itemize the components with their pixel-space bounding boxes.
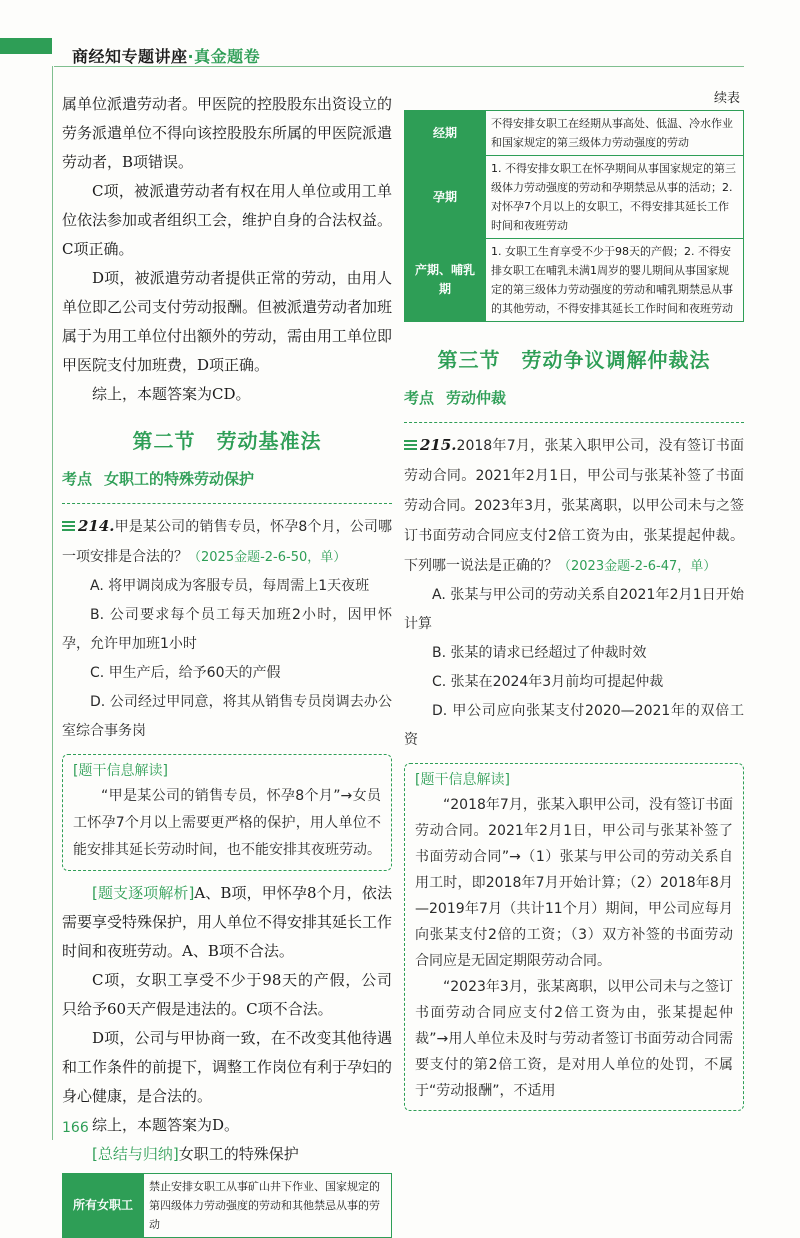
stem-interpretation-box — [62, 754, 392, 871]
protection-table-part2 — [404, 110, 744, 322]
box-title: [题干信息解读] — [415, 772, 510, 788]
header-title — [72, 44, 260, 67]
table-row-head: 经期 — [405, 111, 486, 156]
table-row-body: 1. 不得安排女职工在怀孕期间从事国家规定的第三级体力劳动强度的劳动和孕期禁忌从事的活动；2. 对怀孕7个月以上的女职工，不得安排其延长工作时间和夜班劳动 — [486, 156, 744, 239]
summary-line — [62, 1140, 392, 1169]
table-row-head: 孕期 — [405, 156, 486, 239]
box-paragraph-1: “2018年7月，张某入职甲公司，没有签订书面劳动合同。2021年2月1日，甲公司与张某补签了书面劳动合同”→（1）张某与甲公司的劳动关系自用工时，即2018年7月开始计算；（2）2018年8月—2019年7月（共计11个月）期间，甲公司应每月向张某支付2倍的工资；（3）双方补签的书面劳动合同应是无固定期限劳动合同。 — [415, 797, 733, 969]
header-color-strip — [0, 38, 52, 54]
question-214 — [62, 512, 392, 572]
answer-paragraph-b: 属单位派遣劳动者。甲医院的控股股东出资设立的劳务派遣单位不得向该控股股东所属的甲医院派遣劳动者，B项错误。 — [62, 95, 393, 171]
summary-text: 女职工的特殊保护 — [178, 1145, 299, 1163]
analysis-d: D项，公司与甲协商一致，在不改变其他待遇和工作条件的前提下，调整工作岗位有利于孕妇的身心健康，是合法的。 — [62, 1029, 393, 1105]
summary-tag: [总结与归纳] — [92, 1145, 179, 1163]
box-paragraph-2: “2023年3月，张某离职，以甲公司未与之签订书面劳动合同应支付2倍工资为由，张某提起仲裁”→用人单位未及时与劳动者签订书面劳动合同需要支付的第2倍工资，是对用人单位的处罚，不属于“劳动报酬”，不适用 — [415, 979, 733, 1099]
right-column — [404, 90, 744, 1119]
table-row — [63, 1174, 392, 1238]
table-row-head: 所有女职工 — [63, 1174, 144, 1238]
table-row-body: 禁止安排女职工从事矿山井下作业、国家规定的第四级体力劳动强度的劳动和其他禁忌从事的劳动 — [144, 1174, 392, 1238]
question-source: （2023金题-2-6-47，单） — [558, 559, 717, 574]
stem-interpretation-box — [404, 763, 744, 1111]
answer-paragraph-c: C项，被派遣劳动者有权在用人单位或用工单位依法参加或者组织工会，维护自身的合法权益。C项正确。 — [62, 182, 393, 258]
table-row-head: 产期、哺乳期 — [405, 239, 486, 322]
question-stem: 甲是某公司的销售专员，怀孕8个月，公司哪一项安排是合法的？ — [62, 519, 392, 565]
topic-divider — [62, 503, 392, 504]
header-rule — [54, 66, 744, 67]
question-215 — [404, 431, 744, 581]
option-a: A. 张某与甲公司的劳动关系自2021年2月1日开始计算 — [404, 587, 744, 632]
analysis-text: A、B项，甲怀孕8个月，依法需要享受特殊保护，用人单位不得安排其延长工作时间和夜班劳动。A、B项不合法。 — [62, 884, 393, 960]
question-stem: 2018年7月，张某入职甲公司，没有签订书面劳动合同。2021年2月1日，甲公司与张某补签了书面劳动合同。2023年3月，张某离职，以甲公司未与之签订书面劳动合同应支付2倍工资为由，张某提起仲裁。下列哪一说法是正确的？ — [404, 438, 744, 574]
page-header — [0, 0, 800, 72]
section-title: 第二节 劳动基准法 — [132, 429, 322, 453]
table-continued-label: 续表 — [713, 91, 740, 106]
box-title: [题干信息解读] — [73, 763, 168, 779]
page-number: 166 — [62, 1120, 89, 1136]
option-a: A. 将甲调岗成为客服专员，每周需上1天夜班 — [90, 578, 370, 594]
section-title: 第三节 劳动争议调解仲裁法 — [437, 348, 711, 372]
question-icon — [62, 521, 75, 532]
table-row-body: 1. 女职工生育享受不少于98天的产假；2. 不得安排女职工在哺乳未满1周岁的婴儿期间从事国家规定的第三级体力劳动强度的劳动和哺乳期禁忌从事的其他劳动，不得安排其延长工作时间和夜班劳动 — [486, 239, 744, 322]
header-separator: · — [187, 47, 195, 66]
option-d: D. 公司经过甲同意，将其从销售专员岗调去办公室综合事务岗 — [62, 694, 392, 739]
box-text: “甲是某公司的销售专员，怀孕8个月”→女员工怀孕7个月以上需要更严格的保护，用人单位不能安排其延长劳动时间，也不能安排其夜班劳动。 — [73, 788, 381, 858]
option-c: C. 张某在2024年3月前均可提起仲裁 — [432, 674, 664, 690]
question-icon — [404, 440, 417, 451]
topic-title: 劳动仲裁 — [446, 389, 507, 407]
analysis-c: C项，女职工享受不少于98天的产假，公司只给予60天产假是违法的。C项不合法。 — [62, 971, 392, 1018]
analysis-tag: [题支逐项解析] — [92, 884, 195, 902]
header-book-name: 商经知专题讲座 — [72, 47, 188, 66]
header-series-name: 真金题卷 — [194, 47, 261, 66]
question-source: （2025金题-2-6-50，单） — [188, 550, 347, 565]
topic-title: 女职工的特殊劳动保护 — [104, 470, 255, 488]
table-row — [405, 239, 744, 322]
topic-heading — [62, 468, 392, 489]
answer-paragraph-d: D项，被派遣劳动者提供正常的劳动，由用人单位即乙公司支付劳动报酬。但被派遣劳动者加班属于为用工单位付出额外的劳动，需由用工单位即甲医院支付加班费，D项正确。 — [62, 269, 393, 374]
table-row-body: 不得安排女职工在经期从事高处、低温、冷水作业和国家规定的第三级体力劳动强度的劳动 — [486, 111, 744, 156]
answer-conclusion: 综上，本题答案为CD。 — [92, 385, 251, 403]
topic-divider — [404, 422, 744, 423]
answer-conclusion-214: 综上，本题答案为D。 — [92, 1116, 240, 1134]
table-row — [405, 156, 744, 239]
protection-table-part1 — [62, 1173, 392, 1238]
topic-heading — [404, 387, 744, 408]
option-c: C. 甲生产后，给予60天的产假 — [90, 665, 281, 681]
topic-label: 考点 — [62, 470, 93, 488]
option-b: B. 公司要求每个员工每天加班2小时，因甲怀孕，允许甲加班1小时 — [62, 607, 392, 652]
topic-label: 考点 — [404, 389, 435, 407]
option-b: B. 张某的请求已经超过了仲裁时效 — [432, 645, 647, 661]
option-analysis — [62, 879, 392, 966]
option-d: D. 甲公司应向张某支付2020—2021年的双倍工资 — [404, 703, 744, 748]
question-number: 214. — [78, 517, 115, 535]
question-number: 215. — [420, 436, 457, 454]
spine-rule — [52, 66, 53, 1140]
left-column — [62, 90, 392, 1238]
table-row — [405, 111, 744, 156]
